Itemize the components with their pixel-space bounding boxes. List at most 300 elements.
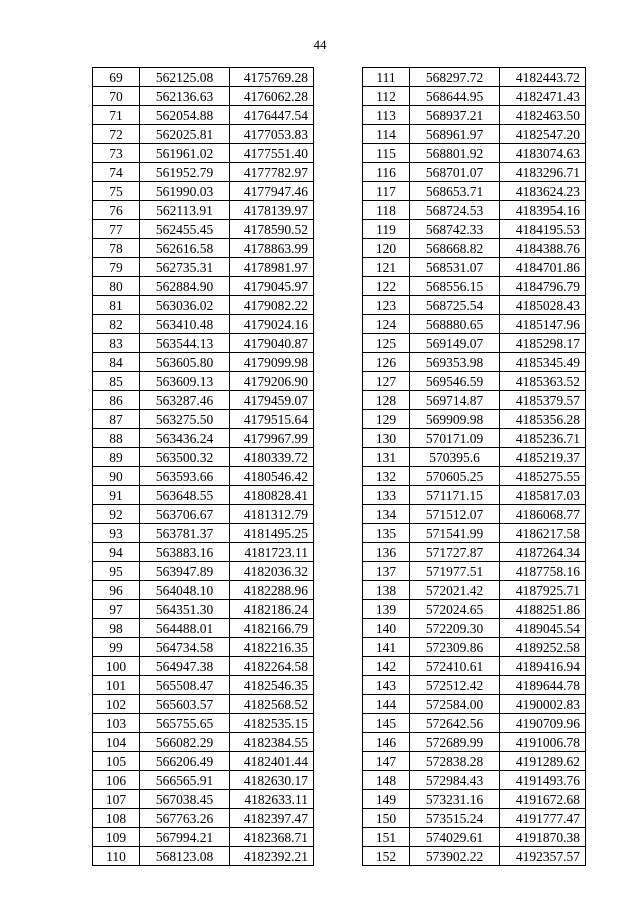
y-coordinate-cell: 4179967.99 — [230, 429, 314, 448]
y-coordinate-cell: 4182392.21 — [230, 847, 314, 866]
y-coordinate-cell: 4184796.79 — [500, 277, 586, 296]
y-coordinate-cell: 4185345.49 — [500, 353, 586, 372]
x-coordinate-cell: 573231.16 — [410, 790, 500, 809]
page-number: 44 — [313, 37, 327, 52]
y-coordinate-cell: 4182288.96 — [230, 581, 314, 600]
x-coordinate-cell: 571512.07 — [410, 505, 500, 524]
y-coordinate-cell: 4179515.64 — [230, 410, 314, 429]
table-row — [93, 372, 314, 391]
x-coordinate-cell: 568644.95 — [410, 87, 500, 106]
y-coordinate-cell: 4188251.86 — [500, 600, 586, 619]
x-coordinate-cell: 562616.58 — [140, 239, 230, 258]
point-number-cell: 77 — [93, 220, 140, 239]
table-row — [93, 87, 314, 106]
point-number-cell: 103 — [93, 714, 140, 733]
x-coordinate-cell: 568556.15 — [410, 277, 500, 296]
y-coordinate-cell: 4179459.07 — [230, 391, 314, 410]
x-coordinate-cell: 569909.98 — [410, 410, 500, 429]
point-number-cell: 106 — [93, 771, 140, 790]
y-coordinate-cell: 4175769.28 — [230, 68, 314, 87]
x-coordinate-cell: 565603.57 — [140, 695, 230, 714]
x-coordinate-cell: 570395.6 — [410, 448, 500, 467]
point-number-cell: 136 — [363, 543, 410, 562]
x-coordinate-cell: 562025.81 — [140, 125, 230, 144]
y-coordinate-cell: 4183954.16 — [500, 201, 586, 220]
y-coordinate-cell: 4181723.11 — [230, 543, 314, 562]
y-coordinate-cell: 4184701.86 — [500, 258, 586, 277]
x-coordinate-cell: 572838.28 — [410, 752, 500, 771]
table-row — [93, 144, 314, 163]
y-coordinate-cell: 4189252.58 — [500, 638, 586, 657]
table-row — [363, 315, 586, 334]
point-number-cell: 119 — [363, 220, 410, 239]
y-coordinate-cell: 4179082.22 — [230, 296, 314, 315]
point-number-cell: 147 — [363, 752, 410, 771]
table-row — [363, 505, 586, 524]
x-coordinate-cell: 563947.89 — [140, 562, 230, 581]
table-row — [93, 448, 314, 467]
y-coordinate-cell: 4185817.03 — [500, 486, 586, 505]
table-row — [93, 315, 314, 334]
coordinates-table-left — [92, 67, 314, 866]
x-coordinate-cell: 561961.02 — [140, 144, 230, 163]
y-coordinate-cell: 4182547.20 — [500, 125, 586, 144]
table-row — [93, 182, 314, 201]
y-coordinate-cell: 4185379.57 — [500, 391, 586, 410]
y-coordinate-cell: 4182186.24 — [230, 600, 314, 619]
point-number-cell: 75 — [93, 182, 140, 201]
x-coordinate-cell: 565508.47 — [140, 676, 230, 695]
table-row — [363, 657, 586, 676]
x-coordinate-cell: 571171.15 — [410, 486, 500, 505]
x-coordinate-cell: 570605.25 — [410, 467, 500, 486]
table-row — [363, 448, 586, 467]
table-row — [363, 125, 586, 144]
table-row — [93, 657, 314, 676]
x-coordinate-cell: 572984.43 — [410, 771, 500, 790]
point-number-cell: 150 — [363, 809, 410, 828]
table-row — [363, 182, 586, 201]
y-coordinate-cell: 4182463.50 — [500, 106, 586, 125]
x-coordinate-cell: 571541.99 — [410, 524, 500, 543]
x-coordinate-cell: 563036.02 — [140, 296, 230, 315]
point-number-cell: 82 — [93, 315, 140, 334]
x-coordinate-cell: 567994.21 — [140, 828, 230, 847]
table-row — [93, 68, 314, 87]
table-row — [93, 771, 314, 790]
point-number-cell: 80 — [93, 277, 140, 296]
x-coordinate-cell: 562455.45 — [140, 220, 230, 239]
point-number-cell: 83 — [93, 334, 140, 353]
point-number-cell: 144 — [363, 695, 410, 714]
y-coordinate-cell: 4181495.25 — [230, 524, 314, 543]
table-row — [363, 391, 586, 410]
x-coordinate-cell: 561952.79 — [140, 163, 230, 182]
point-number-cell: 94 — [93, 543, 140, 562]
x-coordinate-cell: 562735.31 — [140, 258, 230, 277]
point-number-cell: 73 — [93, 144, 140, 163]
point-number-cell: 76 — [93, 201, 140, 220]
y-coordinate-cell: 4186217.58 — [500, 524, 586, 543]
coordinates-table-left-body — [93, 68, 314, 866]
point-number-cell: 137 — [363, 562, 410, 581]
table-row — [363, 467, 586, 486]
point-number-cell: 91 — [93, 486, 140, 505]
table-row — [363, 752, 586, 771]
x-coordinate-cell: 568880.65 — [410, 315, 500, 334]
y-coordinate-cell: 4185028.43 — [500, 296, 586, 315]
point-number-cell: 133 — [363, 486, 410, 505]
x-coordinate-cell: 563781.37 — [140, 524, 230, 543]
y-coordinate-cell: 4182384.55 — [230, 733, 314, 752]
x-coordinate-cell: 563593.66 — [140, 467, 230, 486]
table-row — [93, 125, 314, 144]
point-number-cell: 93 — [93, 524, 140, 543]
table-row — [363, 68, 586, 87]
table-row — [363, 828, 586, 847]
table-row — [363, 353, 586, 372]
table-row — [93, 334, 314, 353]
point-number-cell: 110 — [93, 847, 140, 866]
y-coordinate-cell: 4191493.76 — [500, 771, 586, 790]
point-number-cell: 145 — [363, 714, 410, 733]
y-coordinate-cell: 4178863.99 — [230, 239, 314, 258]
table-row — [93, 600, 314, 619]
y-coordinate-cell: 4179099.98 — [230, 353, 314, 372]
y-coordinate-cell: 4180546.42 — [230, 467, 314, 486]
x-coordinate-cell: 569546.59 — [410, 372, 500, 391]
x-coordinate-cell: 563883.16 — [140, 543, 230, 562]
y-coordinate-cell: 4189416.94 — [500, 657, 586, 676]
x-coordinate-cell: 568725.54 — [410, 296, 500, 315]
y-coordinate-cell: 4192357.57 — [500, 847, 586, 866]
table-row — [93, 220, 314, 239]
y-coordinate-cell: 4189644.78 — [500, 676, 586, 695]
x-coordinate-cell: 569353.98 — [410, 353, 500, 372]
table-row — [93, 638, 314, 657]
x-coordinate-cell: 572410.61 — [410, 657, 500, 676]
y-coordinate-cell: 4176062.28 — [230, 87, 314, 106]
y-coordinate-cell: 4185147.96 — [500, 315, 586, 334]
x-coordinate-cell: 568801.92 — [410, 144, 500, 163]
x-coordinate-cell: 569714.87 — [410, 391, 500, 410]
point-number-cell: 74 — [93, 163, 140, 182]
point-number-cell: 135 — [363, 524, 410, 543]
y-coordinate-cell: 4185219.37 — [500, 448, 586, 467]
table-row — [93, 695, 314, 714]
x-coordinate-cell: 572642.56 — [410, 714, 500, 733]
table-row — [363, 581, 586, 600]
point-number-cell: 138 — [363, 581, 410, 600]
x-coordinate-cell: 568937.21 — [410, 106, 500, 125]
table-row — [93, 410, 314, 429]
point-number-cell: 127 — [363, 372, 410, 391]
x-coordinate-cell: 562884.90 — [140, 277, 230, 296]
x-coordinate-cell: 566206.49 — [140, 752, 230, 771]
table-row — [93, 486, 314, 505]
x-coordinate-cell: 563648.55 — [140, 486, 230, 505]
point-number-cell: 130 — [363, 429, 410, 448]
x-coordinate-cell: 572024.65 — [410, 600, 500, 619]
point-number-cell: 90 — [93, 467, 140, 486]
y-coordinate-cell: 4182443.72 — [500, 68, 586, 87]
x-coordinate-cell: 563609.13 — [140, 372, 230, 391]
y-coordinate-cell: 4179045.97 — [230, 277, 314, 296]
point-number-cell: 78 — [93, 239, 140, 258]
table-row — [93, 467, 314, 486]
table-row — [93, 163, 314, 182]
x-coordinate-cell: 561990.03 — [140, 182, 230, 201]
table-row — [93, 733, 314, 752]
point-number-cell: 100 — [93, 657, 140, 676]
x-coordinate-cell: 572689.99 — [410, 733, 500, 752]
point-number-cell: 87 — [93, 410, 140, 429]
x-coordinate-cell: 563275.50 — [140, 410, 230, 429]
x-coordinate-cell: 572309.86 — [410, 638, 500, 657]
y-coordinate-cell: 4187264.34 — [500, 543, 586, 562]
y-coordinate-cell: 4182568.52 — [230, 695, 314, 714]
x-coordinate-cell: 571977.51 — [410, 562, 500, 581]
x-coordinate-cell: 564048.10 — [140, 581, 230, 600]
y-coordinate-cell: 4190709.96 — [500, 714, 586, 733]
point-number-cell: 123 — [363, 296, 410, 315]
table-row — [93, 752, 314, 771]
table-row — [93, 828, 314, 847]
table-row — [363, 239, 586, 258]
y-coordinate-cell: 4191777.47 — [500, 809, 586, 828]
table-row — [363, 163, 586, 182]
point-number-cell: 117 — [363, 182, 410, 201]
table-row — [93, 201, 314, 220]
y-coordinate-cell: 4183296.71 — [500, 163, 586, 182]
table-row — [93, 676, 314, 695]
y-coordinate-cell: 4182264.58 — [230, 657, 314, 676]
table-row — [93, 790, 314, 809]
point-number-cell: 121 — [363, 258, 410, 277]
x-coordinate-cell: 566082.29 — [140, 733, 230, 752]
y-coordinate-cell: 4183074.63 — [500, 144, 586, 163]
x-coordinate-cell: 564947.38 — [140, 657, 230, 676]
x-coordinate-cell: 568701.07 — [410, 163, 500, 182]
table-row — [363, 600, 586, 619]
point-number-cell: 120 — [363, 239, 410, 258]
point-number-cell: 72 — [93, 125, 140, 144]
point-number-cell: 84 — [93, 353, 140, 372]
y-coordinate-cell: 4182401.44 — [230, 752, 314, 771]
table-row — [363, 486, 586, 505]
x-coordinate-cell: 573515.24 — [410, 809, 500, 828]
point-number-cell: 96 — [93, 581, 140, 600]
y-coordinate-cell: 4187925.71 — [500, 581, 586, 600]
y-coordinate-cell: 4177947.46 — [230, 182, 314, 201]
point-number-cell: 69 — [93, 68, 140, 87]
x-coordinate-cell: 562136.63 — [140, 87, 230, 106]
point-number-cell: 112 — [363, 87, 410, 106]
x-coordinate-cell: 564734.58 — [140, 638, 230, 657]
table-row — [363, 106, 586, 125]
table-row — [363, 87, 586, 106]
table-row — [93, 524, 314, 543]
point-number-cell: 86 — [93, 391, 140, 410]
point-number-cell: 70 — [93, 87, 140, 106]
x-coordinate-cell: 573902.22 — [410, 847, 500, 866]
table-row — [363, 695, 586, 714]
table-row — [363, 733, 586, 752]
y-coordinate-cell: 4182368.71 — [230, 828, 314, 847]
point-number-cell: 141 — [363, 638, 410, 657]
x-coordinate-cell: 572512.42 — [410, 676, 500, 695]
point-number-cell: 122 — [363, 277, 410, 296]
table-row — [363, 543, 586, 562]
x-coordinate-cell: 572021.42 — [410, 581, 500, 600]
point-number-cell: 124 — [363, 315, 410, 334]
table-row — [363, 524, 586, 543]
point-number-cell: 71 — [93, 106, 140, 125]
point-number-cell: 102 — [93, 695, 140, 714]
point-number-cell: 128 — [363, 391, 410, 410]
y-coordinate-cell: 4180828.41 — [230, 486, 314, 505]
table-row — [363, 410, 586, 429]
table-row — [363, 201, 586, 220]
point-number-cell: 99 — [93, 638, 140, 657]
table-row — [93, 258, 314, 277]
y-coordinate-cell: 4178981.97 — [230, 258, 314, 277]
point-number-cell: 98 — [93, 619, 140, 638]
y-coordinate-cell: 4191006.78 — [500, 733, 586, 752]
x-coordinate-cell: 569149.07 — [410, 334, 500, 353]
table-row — [363, 220, 586, 239]
y-coordinate-cell: 4177782.97 — [230, 163, 314, 182]
table-row — [93, 619, 314, 638]
point-number-cell: 107 — [93, 790, 140, 809]
y-coordinate-cell: 4187758.16 — [500, 562, 586, 581]
y-coordinate-cell: 4182630.17 — [230, 771, 314, 790]
point-number-cell: 142 — [363, 657, 410, 676]
x-coordinate-cell: 563500.32 — [140, 448, 230, 467]
point-number-cell: 81 — [93, 296, 140, 315]
point-number-cell: 146 — [363, 733, 410, 752]
y-coordinate-cell: 4183624.23 — [500, 182, 586, 201]
x-coordinate-cell: 564488.01 — [140, 619, 230, 638]
y-coordinate-cell: 4179040.87 — [230, 334, 314, 353]
point-number-cell: 132 — [363, 467, 410, 486]
y-coordinate-cell: 4191870.38 — [500, 828, 586, 847]
table-row — [363, 562, 586, 581]
point-number-cell: 115 — [363, 144, 410, 163]
table-row — [93, 809, 314, 828]
x-coordinate-cell: 568531.07 — [410, 258, 500, 277]
table-row — [93, 429, 314, 448]
y-coordinate-cell: 4182471.43 — [500, 87, 586, 106]
table-row — [363, 277, 586, 296]
point-number-cell: 97 — [93, 600, 140, 619]
x-coordinate-cell: 568653.71 — [410, 182, 500, 201]
point-number-cell: 111 — [363, 68, 410, 87]
table-row — [363, 809, 586, 828]
point-number-cell: 134 — [363, 505, 410, 524]
point-number-cell: 92 — [93, 505, 140, 524]
point-number-cell: 139 — [363, 600, 410, 619]
x-coordinate-cell: 568123.08 — [140, 847, 230, 866]
y-coordinate-cell: 4186068.77 — [500, 505, 586, 524]
x-coordinate-cell: 570171.09 — [410, 429, 500, 448]
x-coordinate-cell: 562113.91 — [140, 201, 230, 220]
table-row — [363, 334, 586, 353]
x-coordinate-cell: 567763.26 — [140, 809, 230, 828]
point-number-cell: 95 — [93, 562, 140, 581]
x-coordinate-cell: 562125.08 — [140, 68, 230, 87]
x-coordinate-cell: 572584.00 — [410, 695, 500, 714]
table-row — [93, 106, 314, 125]
x-coordinate-cell: 574029.61 — [410, 828, 500, 847]
table-row — [363, 847, 586, 866]
point-number-cell: 151 — [363, 828, 410, 847]
y-coordinate-cell: 4182397.47 — [230, 809, 314, 828]
y-coordinate-cell: 4178139.97 — [230, 201, 314, 220]
x-coordinate-cell: 567038.45 — [140, 790, 230, 809]
point-number-cell: 152 — [363, 847, 410, 866]
x-coordinate-cell: 562054.88 — [140, 106, 230, 125]
table-row — [93, 714, 314, 733]
point-number-cell: 148 — [363, 771, 410, 790]
point-number-cell: 85 — [93, 372, 140, 391]
y-coordinate-cell: 4185298.17 — [500, 334, 586, 353]
point-number-cell: 104 — [93, 733, 140, 752]
y-coordinate-cell: 4182166.79 — [230, 619, 314, 638]
x-coordinate-cell: 568668.82 — [410, 239, 500, 258]
point-number-cell: 143 — [363, 676, 410, 695]
table-row — [363, 429, 586, 448]
y-coordinate-cell: 4180339.72 — [230, 448, 314, 467]
point-number-cell: 114 — [363, 125, 410, 144]
table-row — [363, 771, 586, 790]
point-number-cell: 129 — [363, 410, 410, 429]
point-number-cell: 105 — [93, 752, 140, 771]
point-number-cell: 79 — [93, 258, 140, 277]
table-row — [93, 353, 314, 372]
point-number-cell: 118 — [363, 201, 410, 220]
table-row — [363, 790, 586, 809]
table-row — [363, 258, 586, 277]
x-coordinate-cell: 563544.13 — [140, 334, 230, 353]
table-row — [93, 543, 314, 562]
table-row — [363, 619, 586, 638]
table-row — [93, 391, 314, 410]
point-number-cell: 101 — [93, 676, 140, 695]
table-row — [363, 144, 586, 163]
y-coordinate-cell: 4182216.35 — [230, 638, 314, 657]
x-coordinate-cell: 563605.80 — [140, 353, 230, 372]
y-coordinate-cell: 4179024.16 — [230, 315, 314, 334]
x-coordinate-cell: 563410.48 — [140, 315, 230, 334]
x-coordinate-cell: 568724.53 — [410, 201, 500, 220]
y-coordinate-cell: 4189045.54 — [500, 619, 586, 638]
table-row — [93, 581, 314, 600]
y-coordinate-cell: 4182036.32 — [230, 562, 314, 581]
y-coordinate-cell: 4184195.53 — [500, 220, 586, 239]
y-coordinate-cell: 4185236.71 — [500, 429, 586, 448]
table-row — [363, 714, 586, 733]
y-coordinate-cell: 4190002.83 — [500, 695, 586, 714]
y-coordinate-cell: 4185275.55 — [500, 467, 586, 486]
x-coordinate-cell: 563287.46 — [140, 391, 230, 410]
point-number-cell: 89 — [93, 448, 140, 467]
coordinates-table-right-body — [363, 68, 586, 866]
point-number-cell: 125 — [363, 334, 410, 353]
y-coordinate-cell: 4178590.52 — [230, 220, 314, 239]
point-number-cell: 149 — [363, 790, 410, 809]
y-coordinate-cell: 4182535.15 — [230, 714, 314, 733]
